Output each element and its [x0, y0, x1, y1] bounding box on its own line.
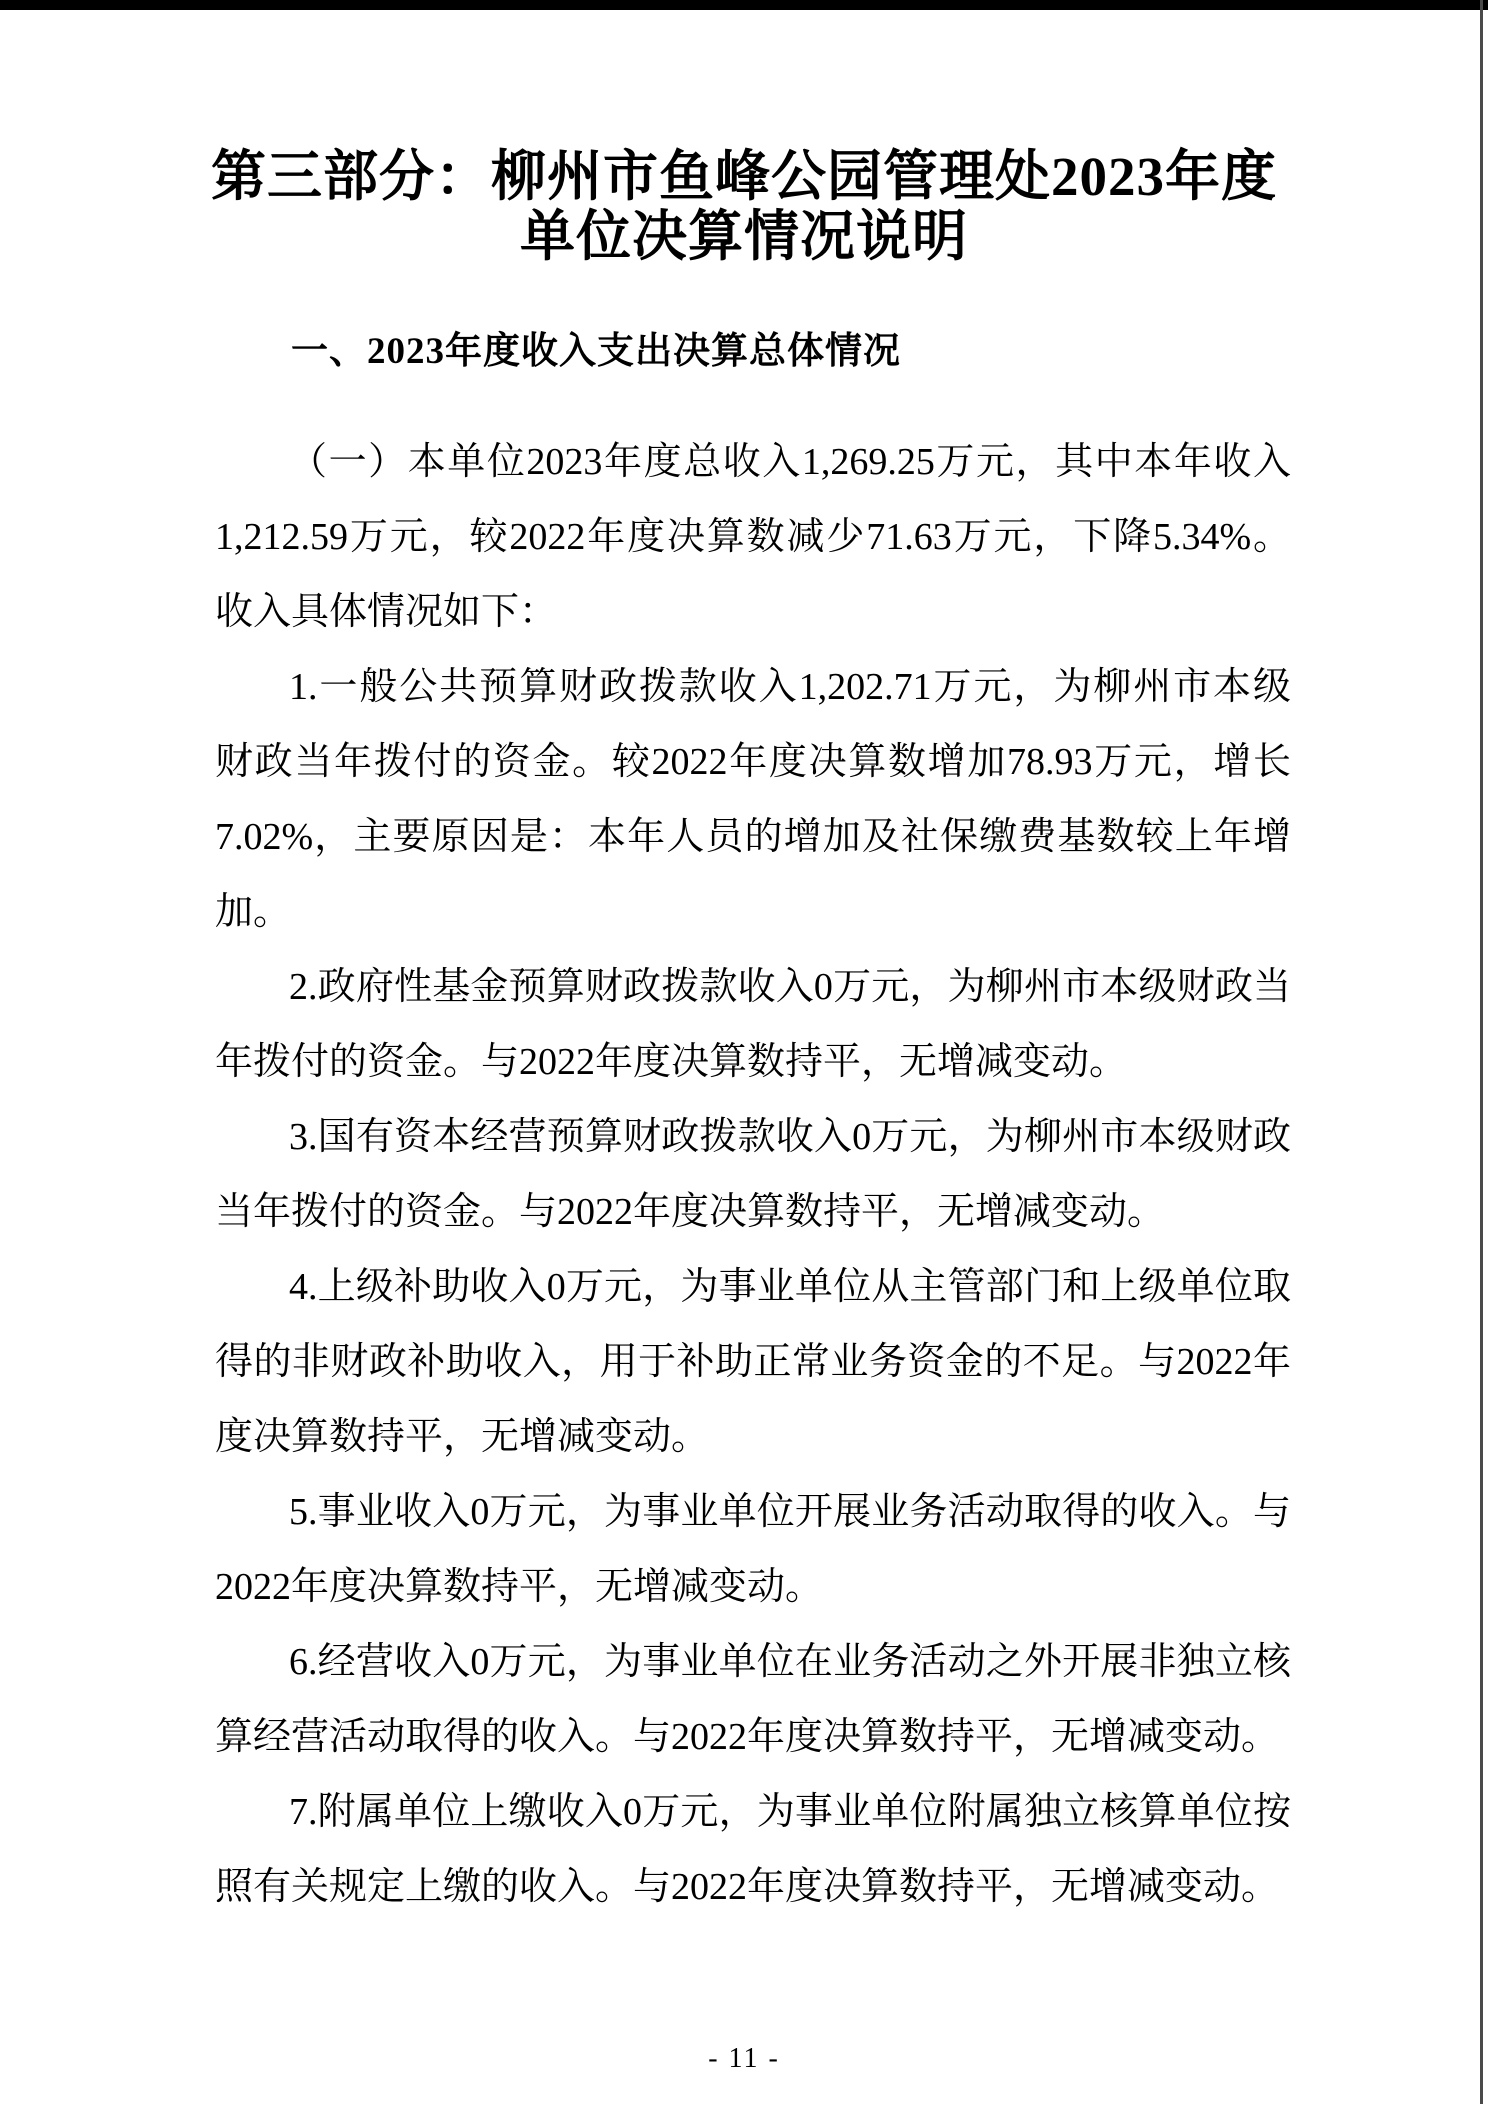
page-number: - 11 -	[708, 2043, 780, 2074]
body-line: 照有关规定上缴的收入。与2022年度决算数持平，无增减变动。	[215, 1866, 1280, 1908]
body-line: 4.上级补助收入0万元，为事业单位从主管部门和上级单位取	[289, 1266, 1291, 1308]
body-line: 加。	[215, 891, 292, 933]
body-line: 7.附属单位上缴收入0万元，为事业单位附属独立核算单位按	[289, 1791, 1291, 1833]
body-line: 财政当年拨付的资金。较2022年度决算数增加78.93万元，增长	[215, 741, 1291, 783]
document-title-line-1: 第三部分：柳州市鱼峰公园管理处2023年度	[210, 146, 1277, 207]
body-line: 收入具体情况如下：	[215, 591, 558, 633]
scan-artifact-right-line	[1480, 0, 1483, 2104]
body-line: （一）本单位2023年度总收入1,269.25万元，其中本年收入	[289, 441, 1291, 483]
body-line: 1.一般公共预算财政拨款收入1,202.71万元，为柳州市本级	[289, 666, 1291, 708]
body-text	[215, 425, 1291, 1925]
body-line: 2022年度决算数持平，无增减变动。	[215, 1566, 824, 1608]
body-line: 年拨付的资金。与2022年度决算数持平，无增减变动。	[215, 1041, 1128, 1083]
body-line: 3.国有资本经营预算财政拨款收入0万元，为柳州市本级财政	[289, 1116, 1291, 1158]
body-line: 得的非财政补助收入，用于补助正常业务资金的不足。与2022年	[215, 1341, 1291, 1383]
body-line: 算经营活动取得的收入。与2022年度决算数持平，无增减变动。	[215, 1716, 1280, 1758]
body-line: 当年拨付的资金。与2022年度决算数持平，无增减变动。	[215, 1191, 1166, 1233]
scan-artifact-top-bar	[0, 0, 1488, 10]
document-title	[0, 147, 1488, 267]
document-title-line-2: 单位决算情况说明	[519, 206, 968, 267]
body-line: 1,212.59万元，较2022年度决算数减少71.63万元，下降5.34%。	[215, 516, 1291, 558]
body-line: 7.02%，主要原因是：本年人员的增加及社保缴费基数较上年增	[215, 816, 1291, 858]
body-line: 5.事业收入0万元，为事业单位开展业务活动取得的收入。与	[289, 1491, 1291, 1533]
section-heading: 一、2023年度收入支出决算总体情况	[291, 331, 901, 372]
body-line: 6.经营收入0万元，为事业单位在业务活动之外开展非独立核	[289, 1641, 1291, 1683]
body-line: 2.政府性基金预算财政拨款收入0万元，为柳州市本级财政当	[289, 966, 1291, 1008]
body-line: 度决算数持平，无增减变动。	[215, 1416, 710, 1458]
